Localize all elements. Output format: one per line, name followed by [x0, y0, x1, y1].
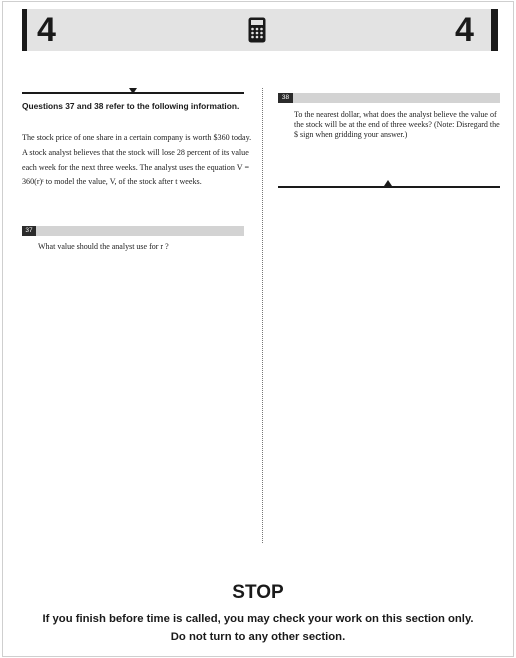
section-number-left: 4	[37, 11, 56, 49]
down-arrow-icon	[129, 88, 137, 94]
calculator-icon	[248, 17, 266, 43]
section-marker-left	[22, 9, 27, 51]
question-text-38: To the nearest dollar, what does the analyst believe the value of the stock will be at the end of three weeks? (Note: Disregard the $ sign when gridding your answer.)	[294, 110, 500, 140]
column-divider	[262, 88, 263, 543]
question-number-38: 38	[278, 93, 293, 103]
stop-heading: STOP	[232, 582, 284, 603]
stop-instruction-1: If you finish before time is called, you may check your work on this section only.	[42, 613, 474, 625]
passage-heading: Questions 37 and 38 refer to the following information.	[22, 101, 240, 111]
stop-instruction-2: Do not turn to any other section.	[170, 631, 346, 643]
passage-text: The stock price of one share in a certain company is worth $360 today. A stock analyst believes that the stock will lose 28 percent of its value each week for the next three weeks. The analyst uses the equation V = 360(r)ᵗ to model the value, V, of the stock after t weeks.	[22, 133, 252, 187]
question-number-37: 37	[22, 226, 36, 236]
section-marker-right	[491, 9, 498, 51]
question-bar-38	[278, 93, 500, 103]
question-text-37: What value should the analyst use for r ?	[38, 242, 169, 251]
up-arrow-icon	[384, 180, 392, 186]
question-bar-37	[22, 226, 244, 236]
section-number-right: 4	[455, 11, 474, 49]
question-divider-bottom	[278, 186, 500, 188]
